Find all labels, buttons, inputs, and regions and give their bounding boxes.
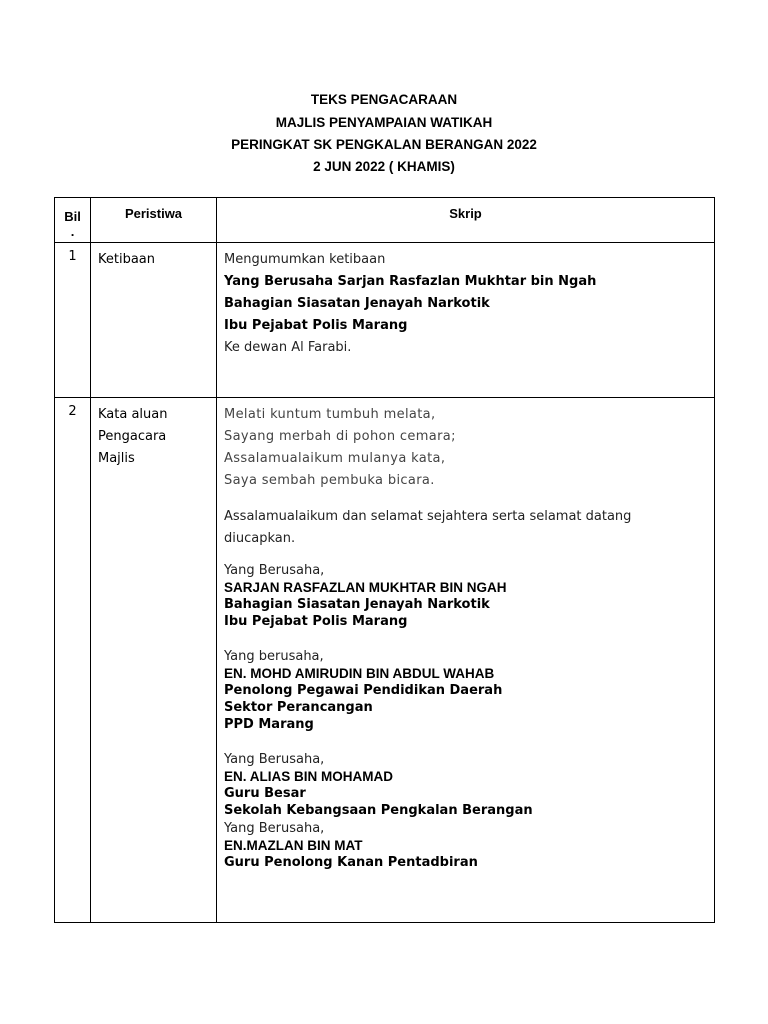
row-event (91, 398, 217, 923)
guest-title: Sektor Perancangan (224, 700, 373, 715)
script-line: Mengumumkan ketibaan (224, 252, 386, 267)
table-row (55, 398, 715, 923)
guest-salutation: Yang berusaha, (224, 649, 324, 664)
header-peristiwa: Peristiwa (91, 198, 217, 243)
row-number: 2 (55, 398, 91, 923)
greeting-line: diucapkan. (224, 531, 296, 546)
guest-title: Guru Besar (224, 786, 306, 801)
row-number: 1 (55, 243, 91, 398)
pantun-line: Melati kuntum tumbuh melata, (224, 407, 436, 422)
pantun-line: Saya sembah pembuka bicara. (224, 473, 435, 488)
script-table (54, 197, 715, 923)
script-line: Ke dewan Al Farabi. (224, 340, 352, 355)
event-line: Majlis (98, 451, 135, 466)
header-bil (55, 198, 91, 243)
pantun-block (224, 404, 714, 492)
table-header-row (55, 198, 715, 243)
row-script (217, 243, 715, 398)
doc-subtitle-level: PERINGKAT SK PENGKALAN BERANGAN 2022 (231, 137, 537, 152)
script-line-guest-office: Ibu Pejabat Polis Marang (224, 318, 408, 333)
guest-name: EN. ALIAS BIN MOHAMAD (224, 769, 393, 784)
guest-name: EN. MOHD AMIRUDIN BIN ABDUL WAHAB (224, 666, 495, 681)
guest-title: Guru Penolong Kanan Pentadbiran (224, 855, 478, 870)
event-line: Pengacara (98, 429, 167, 444)
doc-date: 2 JUN 2022 ( KHAMIS) (313, 159, 455, 174)
guest-salutation: Yang Berusaha, (224, 563, 325, 578)
guest-title: Penolong Pegawai Pendidikan Daerah (224, 683, 503, 698)
guest-name: EN.MAZLAN BIN MAT (224, 838, 363, 853)
guest-salutation: Yang Berusaha, (224, 752, 325, 767)
guest-title: Sekolah Kebangsaan Pengkalan Berangan (224, 803, 533, 818)
doc-title: TEKS PENGACARAAN (310, 92, 458, 107)
pantun-line: Sayang merbah di pohon cemara; (224, 429, 456, 444)
guest-block (224, 562, 714, 630)
header-skrip: Skrip (217, 198, 715, 243)
table-row (55, 243, 715, 398)
guest-title: PPD Marang (224, 717, 314, 732)
script-line-guest-dept: Bahagian Siasatan Jenayah Narkotik (224, 296, 490, 311)
guest-title: Bahagian Siasatan Jenayah Narkotik (224, 597, 490, 612)
guest-block (224, 751, 714, 819)
header-bil-text: Bil (64, 209, 81, 224)
row-script (217, 398, 715, 923)
row-event: Ketibaan (91, 243, 217, 398)
greeting-line: Assalamualaikum dan selamat sejahtera serta selamat datang (224, 509, 632, 524)
guest-block (224, 648, 714, 733)
guest-name: SARJAN RASFAZLAN MUKHTAR BIN NGAH (224, 580, 507, 595)
guest-block (224, 820, 714, 871)
script-line-guest-name: Yang Berusaha Sarjan Rasfazlan Mukhtar bin Ngah (224, 274, 597, 289)
doc-subtitle-event: MAJLIS PENYAMPAIAN WATIKAH (275, 115, 493, 130)
event-line: Kata aluan (98, 407, 168, 422)
greeting-block (224, 506, 714, 550)
header-bil-dot: . (70, 224, 75, 239)
pantun-line: Assalamualaikum mulanya kata, (224, 451, 446, 466)
guest-title: Ibu Pejabat Polis Marang (224, 614, 408, 629)
guest-salutation: Yang Berusaha, (224, 821, 325, 836)
